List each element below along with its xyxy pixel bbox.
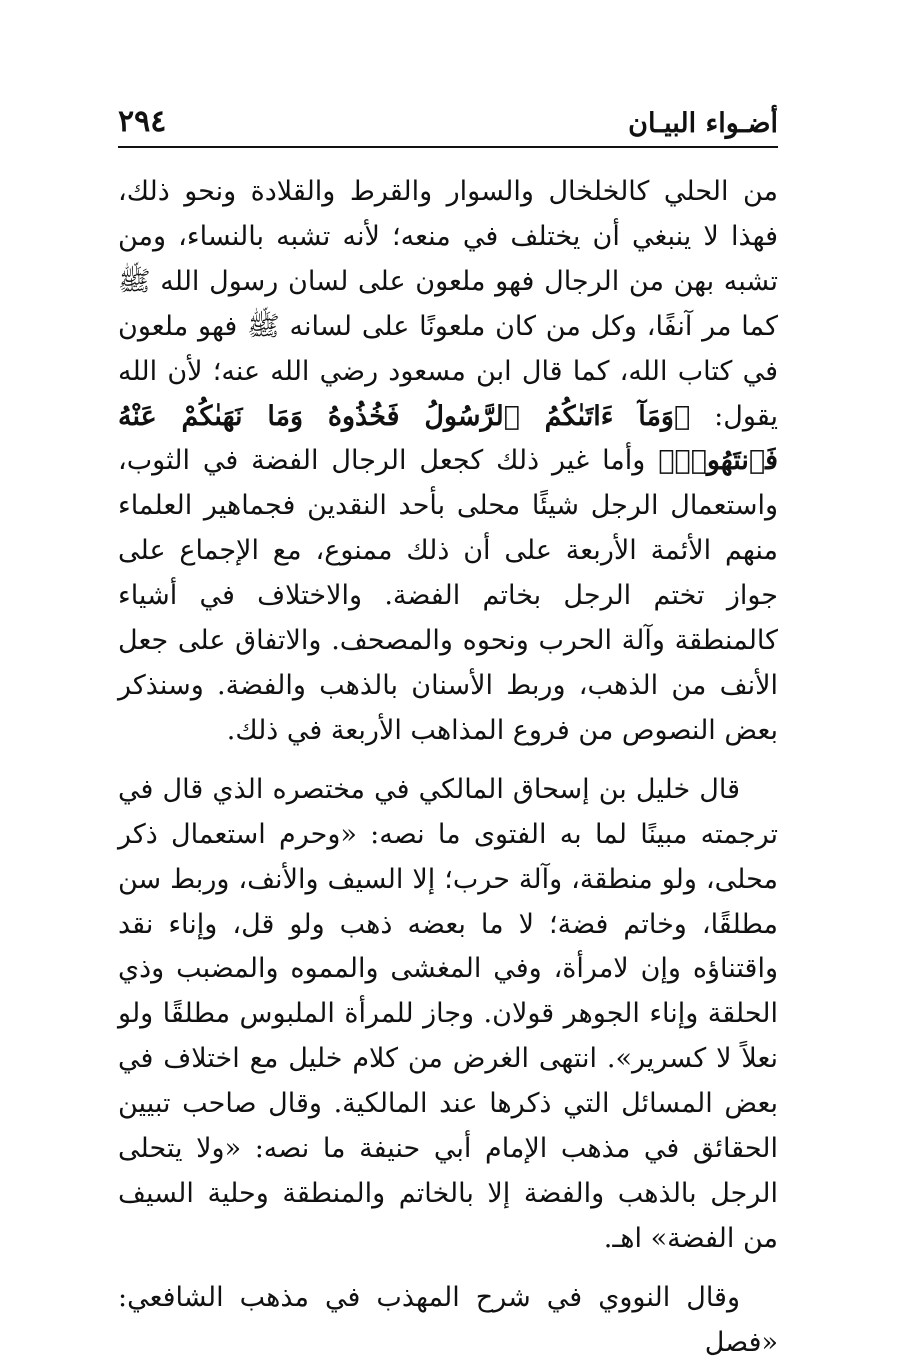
book-page (118, 96, 778, 1366)
page-number: ٢٩٤ (118, 104, 167, 139)
paragraph-1-text-b: وأما غير ذلك كجعل الرجال الفضة في الثوب، واستعمال الرجل شيئًا محلى بأحد النقدين فجماهير العلماء منهم الأئمة الأربعة على أن ذلك ممنوع، مع الإجماع على جواز تختم الرجل بخاتم الفضة. والاختلاف في أشياء كالمنطقة وآلة الحرب ونحوه والمصحف. والاتفاق على جعل الأنف من الذهب، وربط الأسنان بالذهب والفضة. وسنذكر بعض النصوص من فروع المذاهب الأربعة في ذلك. (118, 445, 778, 746)
quran-verse: ﴿وَمَآ ءَاتَىٰكُمُ ٱلرَّسُولُ فَخُذُوهُ وَمَا نَهَىٰكُمْ عَنْهُ فَٱنتَهُوا۟﴾ (118, 400, 778, 477)
paragraph-1 (118, 170, 778, 754)
book-title: أضـواء البيـان (628, 108, 778, 139)
paragraph-3: وقال النووي في شرح المهذب في مذهب الشافعي: «فصل (118, 1281, 778, 1358)
page-header (118, 96, 778, 148)
page-body (118, 170, 778, 1366)
paragraph-1-text-a: من الحلي كالخلخال والسوار والقرط والقلادة ونحو ذلك، فهذا لا ينبغي أن يختلف في منعه؛ لأنه تشبه بالنساء، ومن تشبه بهن من الرجال فهو ملعون على لسان رسول الله ﷺ كما مر آنفًا، وكل من كان ملعونًا على لسانه ﷺ فهو ملعون في كتاب الله، كما قال ابن مسعود رضي الله عنه؛ لأن الله يقول: (118, 176, 778, 432)
paragraph-2: قال خليل بن إسحاق المالكي في مختصره الذي قال في ترجمته مبينًا لما به الفتوى ما نصه: «وحرم استعمال ذكر محلى، ولو منطقة، وآلة حرب؛ إلا السيف والأنف، وربط سن مطلقًا، وخاتم فضة؛ لا ما بعضه ذهب ولو قل، وإناء نقد واقتناؤه وإن لامرأة، وفي المغشى والمموه والمضبب وذي الحلقة وإناء الجوهر قولان. وجاز للمرأة الملبوس مطلقًا ولو نعلاً لا كسرير». انتهى الغرض من كلام خليل مع اختلاف في بعض المسائل التي ذكرها عند المالكية. وقال صاحب تبيين الحقائق في مذهب الإمام أبي حنيفة ما نصه: «ولا يتحلى الرجل بالذهب والفضة إلا بالخاتم والمنطقة وحلية السيف من الفضة» اهـ. (118, 773, 778, 1254)
